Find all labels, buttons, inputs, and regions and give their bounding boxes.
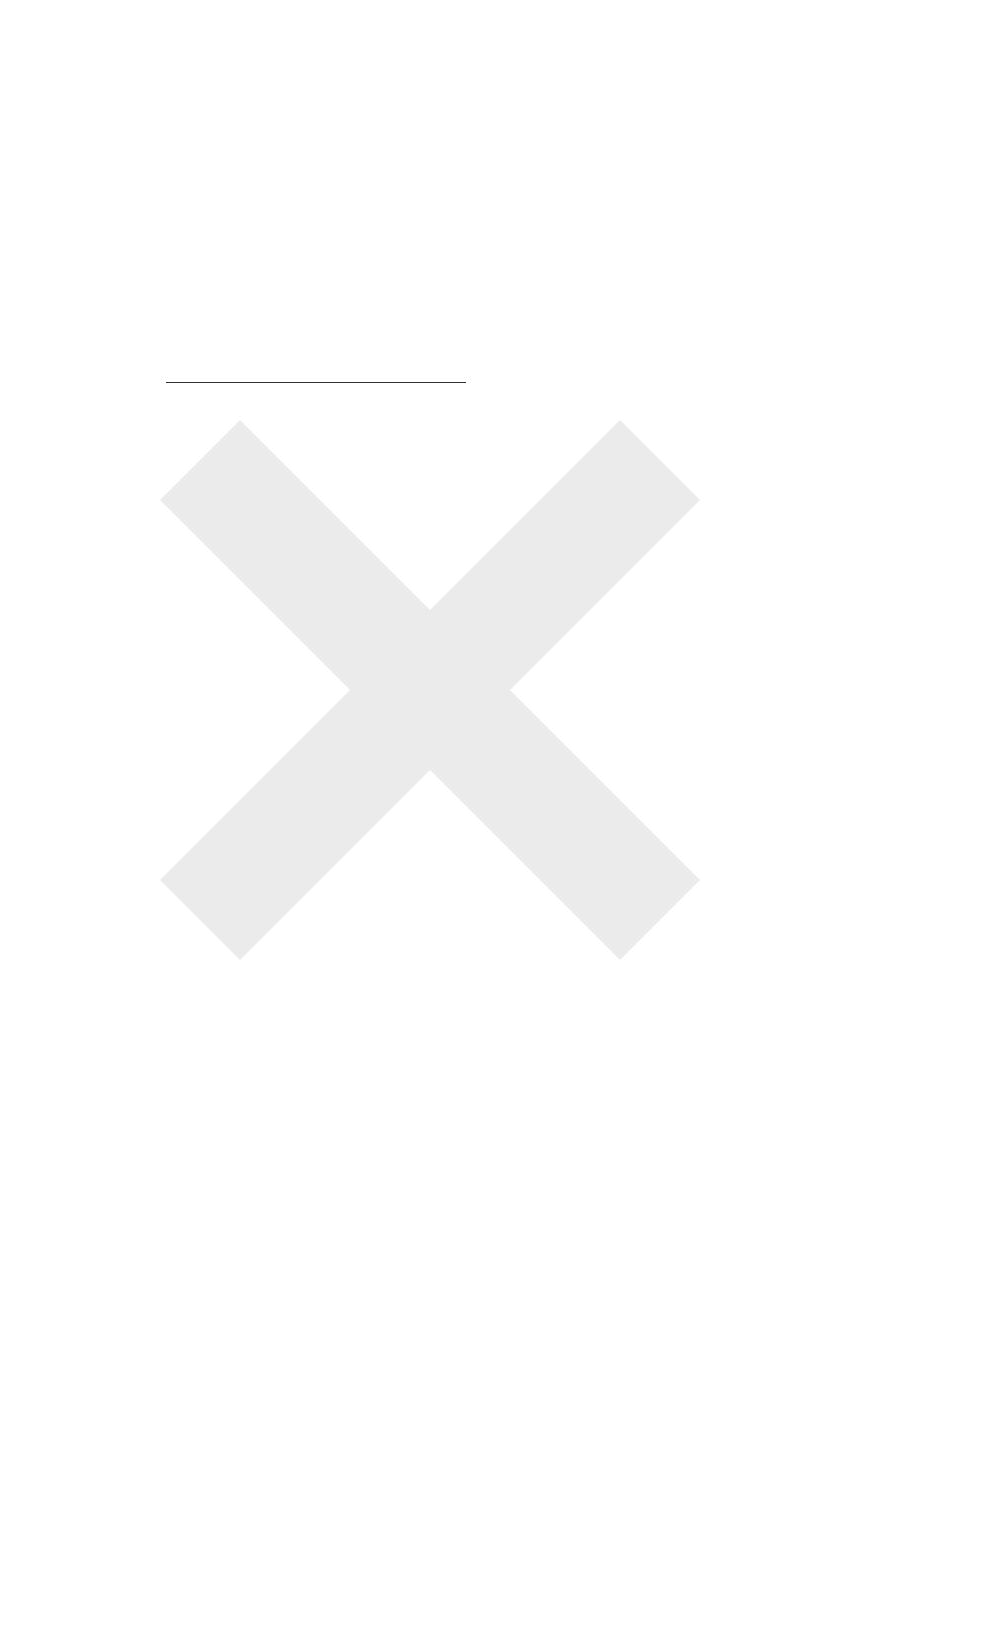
page-header (0, 108, 992, 158)
section-divider (166, 382, 466, 383)
watermark-cross-icon (120, 380, 740, 1000)
